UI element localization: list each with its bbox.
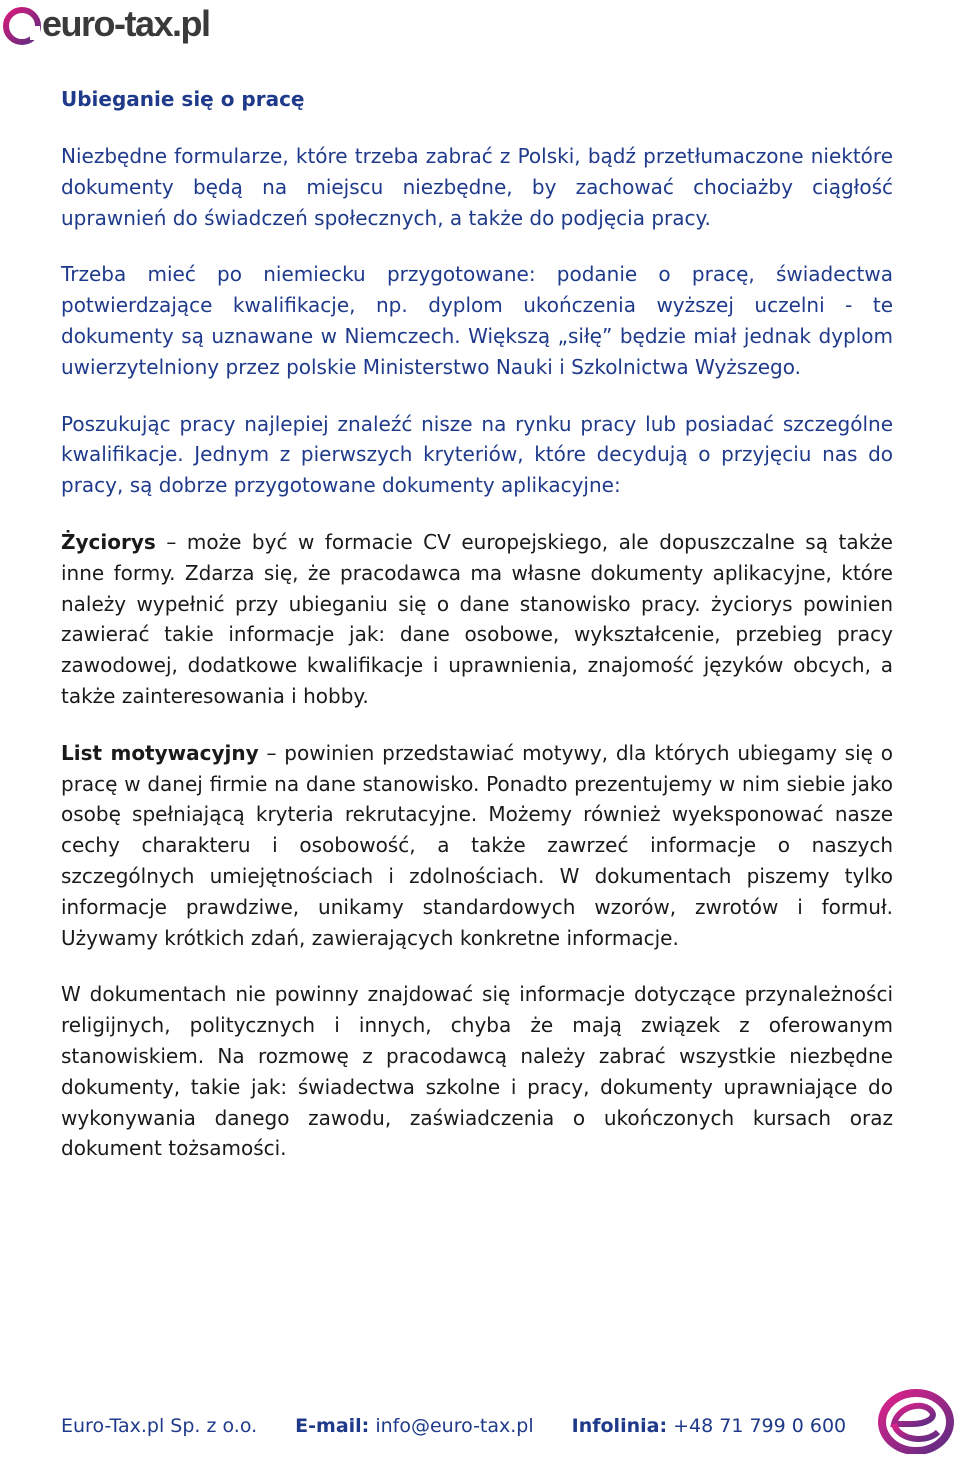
paragraph-term: List motywacyjny xyxy=(61,740,259,765)
section-heading: Ubieganie się o pracę xyxy=(61,87,305,111)
paragraph-text: – powinien przedstawiać motywy, dla których ubiegamy się o pracę w danej firmie na dane stanowisko. Ponadto prezentujemy w nim siebie jako osobę spełniającą kryteria rekrutacyjne. Możemy również wyeksponować nasze cechy charakteru i osobowość, a także zawrzeć informacje o naszych szczególnych umiejętnościach i zdolnościach. W dokumentach piszemy tylko informacje prawdziwe, unikamy standardowych wzorów, zwrotów i formuł. Używamy krótkich zdań, zawierających konkretne informacje. xyxy=(61,740,893,950)
paragraph-text: Niezbędne formularze, które trzeba zabrać z Polski, bądź przetłumaczone niektóre dokumenty będą na miejscu niezbędne, by zachować chociażby ciągłość uprawnień do świadczeń społecznych, a także do podjęcia pracy. xyxy=(61,144,893,230)
footer xyxy=(61,1412,846,1440)
footer-email[interactable]: info@euro-tax.pl xyxy=(375,1415,534,1437)
paragraph xyxy=(61,141,893,233)
footer-company: Euro-Tax.pl Sp. z o.o. xyxy=(61,1415,258,1437)
paragraph-term: Życiorys xyxy=(61,529,156,554)
paragraph-text: W dokumentach nie powinny znajdować się informacje dotyczące przynależności religijnych, politycznych i innych, chyba że mają związek z oferowanym stanowiskiem. Na rozmowę z pracodawcą należy zabrać wszystkie niezbędne dokumenty, takie jak: świadectwa szkolne i pracy, dokumenty uprawniające do wykonywania danego zawodu, zaświadczenia o ukończonych kursach oraz dokument tożsamości. xyxy=(61,982,893,1161)
document-body xyxy=(61,84,893,1190)
paragraph xyxy=(61,409,893,501)
paragraph xyxy=(61,738,893,954)
footer-phone: +48 71 799 0 600 xyxy=(673,1415,847,1437)
footer-e-logo-icon xyxy=(876,1386,956,1454)
paragraph xyxy=(61,259,893,382)
paragraph xyxy=(61,527,893,712)
paragraph-text: Trzeba mieć po niemiecku przygotowane: podanie o pracę, świadectwa potwierdzające kwalifikacje, np. dyplom ukończenia wyższej uczelni - te dokumenty są uznawane w Niemczech. Większą „siłę” będzie miał jednak dyplom uwierzytelniony przez polskie Ministerstwo Nauki i Szkolnictwa Wyższego. xyxy=(61,262,893,379)
paragraph-text: – może być w formacie CV europejskiego, ale dopuszczalne są także inne formy. Zdarza się, że pracodawca ma własne dokumenty aplikacyjne, które należy wypełnić przy ubieganiu się o dane stanowisko pracy. życiorys powinien zawierać takie informacje jak: dane osobowe, wykształcenie, przebieg pracy zawodowej, dodatkowe kwalifikacje i uprawnienia, znajomość języków obcych, a także zainteresowania i hobby. xyxy=(61,529,893,708)
euro-tax-logo xyxy=(0,0,240,48)
paragraphs xyxy=(61,141,893,1164)
logo-e-icon xyxy=(6,10,40,42)
logo-text: euro-tax.pl xyxy=(42,3,210,44)
paragraph xyxy=(61,979,893,1164)
footer-email-label: E-mail: xyxy=(295,1415,370,1437)
paragraph-text: Poszukując pracy najlepiej znaleźć nisze na rynku pracy lub posiadać szczególne kwalifikacje. Jednym z pierwszych kryteriów, które decydują o przyjęciu nas do pracy, są dobrze przygotowane dokumenty aplikacyjne: xyxy=(61,411,893,498)
footer-phone-label: Infolinia: xyxy=(571,1415,668,1437)
